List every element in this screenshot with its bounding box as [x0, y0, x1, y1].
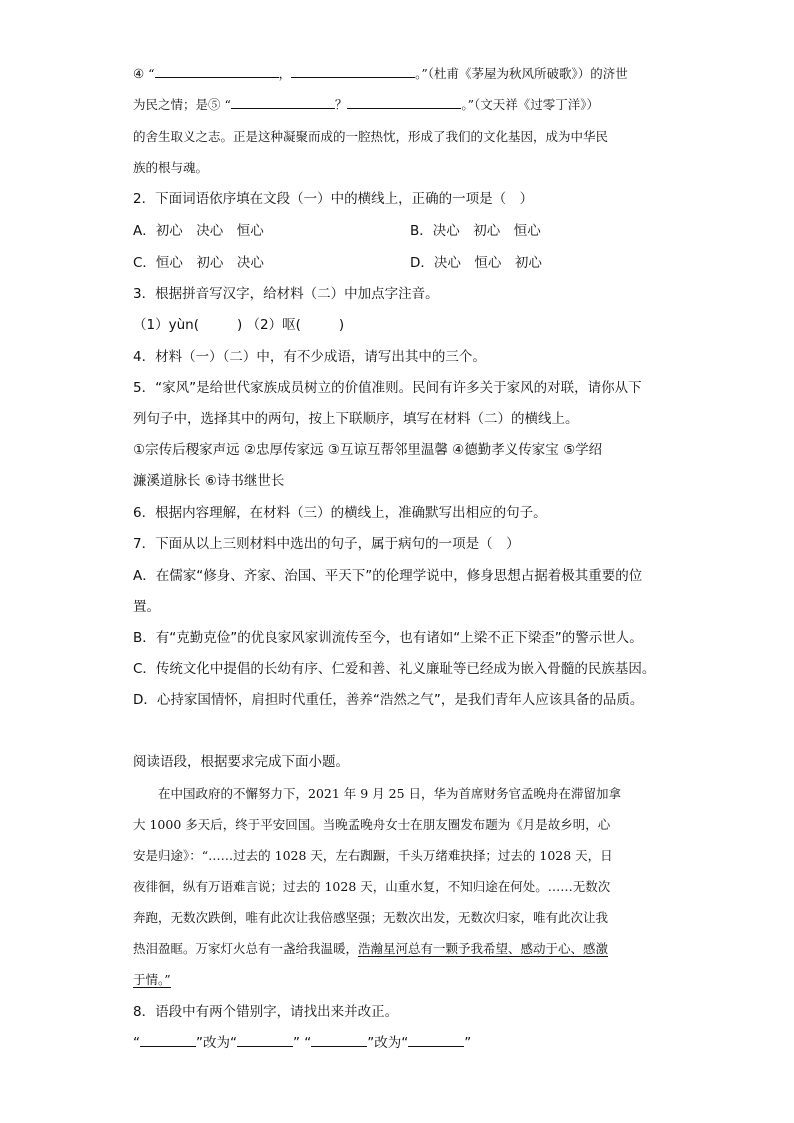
q7-stem: 7．下面从以上三则材料中选出的句子，属于病句的一项是（ ） [133, 536, 520, 552]
text: ？ [334, 97, 348, 112]
q2-stem: 2．下面词语依序填在文段（一）中的横线上，正确的一项是（ ） [133, 191, 534, 207]
q2-option-c[interactable]: C．恒心 初心 决心 [133, 255, 264, 271]
q5-line-1: 5．“家风”是给世代家族成员树立的价值准则。民间有许多关于家风的对联，请你从下 [133, 380, 642, 396]
q5-line-3: ①宗传后稷家声远 ②忠厚传家远 ③互谅互帮邻里温馨 ④德勤孝义传家宝 ⑤学绍 [133, 442, 603, 458]
wrong-char-blank-2[interactable] [311, 1033, 367, 1047]
passage-line-1: 在中国政府的不懈努力下，2021 年 9 月 25 日，华为首席财务官孟晚舟在滞留加拿 [133, 786, 622, 801]
q8-stem: 8．语段中有两个错别字，请找出来并改正。 [133, 1004, 399, 1020]
reading-intro: 阅读语段，根据要求完成下面小题。 [133, 754, 349, 770]
wrong-char-blank-1[interactable] [140, 1033, 196, 1047]
text: ) [236, 317, 243, 333]
q5-line-2: 列句子中，选择其中的两句，按上下联顺序，填写在材料（二）的横线上。 [133, 411, 579, 427]
text: ， [278, 66, 292, 81]
text: ” [464, 1035, 472, 1051]
q4-stem: 4．材料（一）（二）中，有不少成语，请写出其中的三个。 [133, 349, 486, 365]
text: “ [133, 1035, 140, 1051]
text: 。”（杜甫《茅屋为秋风所破歌》）的济世 [415, 66, 628, 81]
passage-line-3: 安是归途》：“……过去的 1028 天，左右踟蹰，千头万绪难抉择；过去的 1028 天，日 [133, 848, 613, 863]
correct-char-blank-2[interactable] [408, 1033, 464, 1047]
q7-option-c[interactable]: C．传统文化中提倡的长幼有序、仁爱和善、礼义廉耻等已经成为嵌入骨髓的民族基因。 [133, 661, 656, 677]
text: ” [164, 972, 171, 987]
correct-char-blank-1[interactable] [237, 1033, 293, 1047]
q7-option-a[interactable]: A．在儒家“修身、齐家、治国、平天下”的伦理学说中，修身思想占据着极其重要的位 [133, 568, 643, 584]
text: ④ “ [133, 66, 155, 81]
blank[interactable] [291, 64, 415, 78]
passage-line-2: 大 1000 多天后，终于平安回国。当晚孟晚舟女士在朋友圈发布题为《月是故乡明，心 [133, 817, 611, 832]
text: 为民之情；是⑤ “ [133, 97, 231, 112]
poem-line-4: 族的根与魂。 [133, 160, 209, 175]
text: ” “ [293, 1035, 312, 1051]
q3-stem: 3．根据拼音写汉字，给材料（二）中加点字注音。 [133, 286, 439, 302]
q3-item-1: （1）yùn( [133, 317, 199, 333]
q5-line-4: 濂溪道脉长 ⑥诗书继世长 [133, 473, 285, 489]
q3-items [133, 315, 344, 335]
text: 。”（文天祥《过零丁洋》） [461, 97, 600, 112]
blank[interactable] [347, 95, 461, 109]
q2-option-a[interactable]: A．初心 决心 恒心 [133, 223, 264, 239]
underlined-sentence: 于情。 [133, 972, 165, 987]
q8-answer-line [133, 1033, 471, 1053]
blank[interactable] [155, 64, 279, 78]
q7-option-b[interactable]: B．有“克勤克俭”的优良家风家训流传至今，也有诸如“上梁不正下梁歪”的警示世人。 [133, 630, 643, 646]
passage-line-5: 奔跑，无数次跌倒，唯有此次让我倍感坚强；无数次出发，无数次归家，唯有此次让我 [133, 910, 609, 925]
passage-line-7 [133, 970, 171, 990]
poem-line-3: 的舍生取义之志。正是这种凝聚而成的一腔热忱，形成了我们的文化基因，成为中华民 [133, 129, 609, 144]
text: ”改为“ [196, 1035, 237, 1051]
q7-option-d[interactable]: D．心持家国情怀，肩担时代重任，善养“浩然之气”，是我们青年人应该具备的品质。 [133, 692, 644, 708]
q3-item-2: （2）呕( [246, 317, 301, 333]
underlined-sentence: 浩瀚星河总有一颗予我希望、感动于心、感激 [358, 941, 609, 956]
passage-line-4: 夜徘徊，纵有万语难言说；过去的 1028 天，山重水复，不知归途在何处。……无数次 [133, 879, 611, 894]
q2-option-d[interactable]: D．决心 恒心 初心 [410, 255, 542, 271]
text: ) [338, 317, 345, 333]
text: ”改为“ [367, 1035, 409, 1051]
q6-stem: 6．根据内容理解，在材料（三）的横线上，准确默写出相应的句子。 [133, 505, 547, 521]
text: 热泪盈眶。万家灯火总有一盏给我温暖， [133, 941, 359, 956]
poem-line-2 [133, 95, 599, 115]
passage-line-6 [133, 939, 608, 959]
q7-option-a-cont: 置。 [133, 599, 160, 615]
q2-option-b[interactable]: B．决心 初心 恒心 [410, 223, 541, 239]
blank[interactable] [231, 95, 335, 109]
poem-line-1 [133, 64, 628, 84]
